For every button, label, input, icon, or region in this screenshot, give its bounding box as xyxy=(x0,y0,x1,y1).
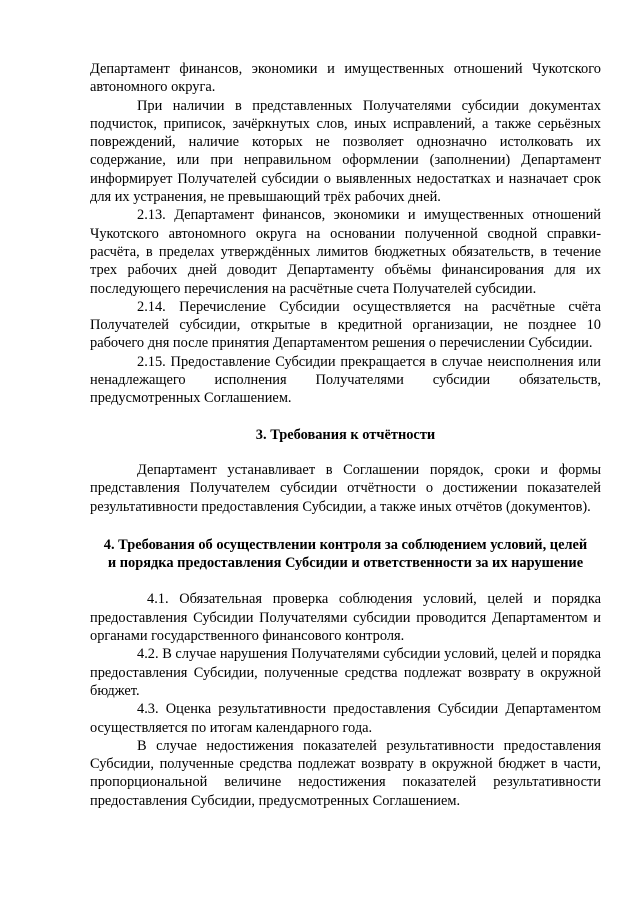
document-page xyxy=(90,60,601,810)
paragraph-corrections: При наличии в представленных Получателями субсидии документах подчисток, приписок, зачёркнутых слов, иных исправлений, а также серьёзных повреждений, наличие которых не позволяет однозначно истолковать их содержание, или при неправильном оформлении (заполнении) Департамент информирует Получателей субсидии о выявленных недостатках и назначает срок для их устранения, не превышающий трёх рабочих дней. xyxy=(90,97,601,206)
section-4-title-line-1: 4. Требования об осуществлении контроля за соблюдением условий, целей xyxy=(103,536,588,553)
paragraph-2-15: 2.15. Предоставление Субсидии прекращается в случае неисполнения или ненадлежащего исполнения Получателями субсидии обязательств, предусмотренных Соглашением. xyxy=(90,353,601,407)
section-3-text: Департамент устанавливает в Соглашении порядок, сроки и формы представления Получателем субсидии отчётности о достижении показателей результативности предоставления Субсидии, а также иных отчётов (документов). xyxy=(90,461,601,515)
paragraph-continuation: Департамент финансов, экономики и имущественных отношений Чукотского автономного округа. xyxy=(90,61,601,96)
paragraph-2-14: 2.14. Перечисление Субсидии осуществляется на расчётные счёта Получателей субсидии, открытые в кредитной организации, не позднее 10 рабочего дня после принятия Департаментом решения о перечислении Субсидии. xyxy=(90,298,601,352)
paragraph-4-3-continued: В случае недостижения показателей результативности предоставления Субсидии, полученные средства подлежат возврату в окружной бюджет в части, пропорциональной величине недостижения показателей результативности предоставления Субсидии, предусмотренных Соглашением. xyxy=(90,737,601,809)
section-4-title xyxy=(90,536,601,573)
paragraph-4-1: 4.1. Обязательная проверка соблюдения условий, целей и порядка предоставления Субсидии Получателями субсидии проводится Департаментом и органами государственного финансового контроля. xyxy=(90,591,601,645)
section-3-title: 3. Требования к отчётности xyxy=(255,426,436,443)
paragraph-4-3: 4.3. Оценка результативности предоставления Субсидии Департаментом осуществляется по итогам календарного года. xyxy=(90,701,601,736)
paragraph-4-2: 4.2. В случае нарушения Получателями субсидии условий, целей и порядка предоставления Субсидии, полученные средства подлежат возврату в окружной бюджет. xyxy=(90,646,601,699)
paragraph-2-13: 2.13. Департамент финансов, экономики и имущественных отношений Чукотского автономного округа на основании полученной сводной справки-расчёта, в пределах утверждённых лимитов бюджетных обязательств, в течение трех рабочих дней доводит Департаменту объёмы финансирования для их последующего перечисления на расчётные счета Получателей субсидии. xyxy=(90,207,601,297)
section-4-title-line-2: и порядка предоставления Субсидии и ответственности за их нарушение xyxy=(107,555,584,572)
